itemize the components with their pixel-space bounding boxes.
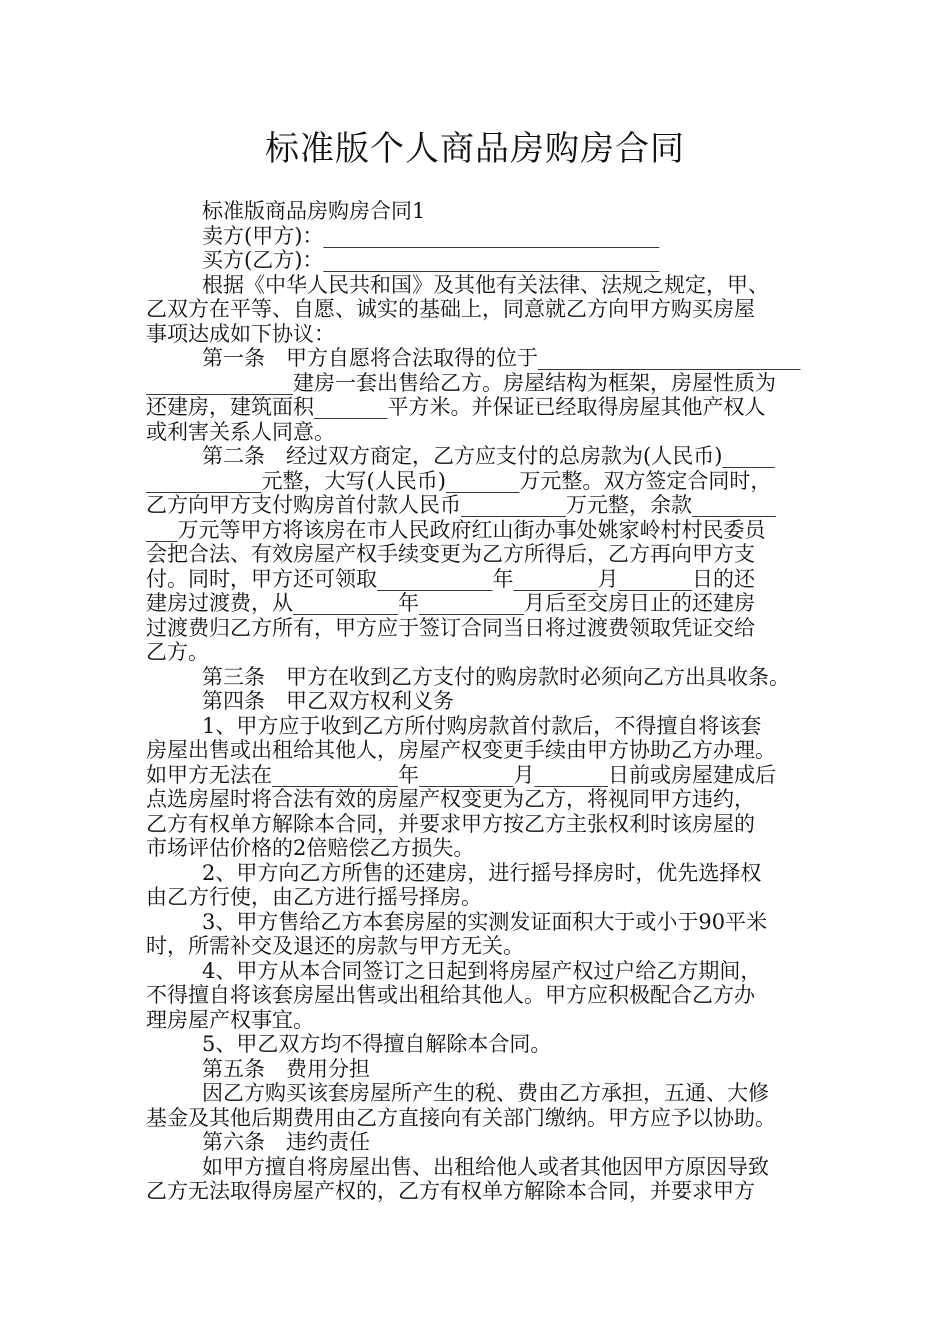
document-body — [146, 199, 811, 1204]
document-line: 过渡费归乙方所有，甲方应于签订合同当日将过渡费领取凭证交给 — [146, 615, 755, 640]
document-line: ___________元整，大写(人民币)_______万元整。双方签定合同时， — [146, 468, 772, 493]
document-line: 如甲方无法在____________年_________月_______日前或房屋建成后 — [146, 762, 776, 787]
document-line: ___万元等甲方将该房在市人民政府红山街办事处姚家岭村村民委员 — [146, 517, 766, 542]
document-line: 不得擅自将该套房屋出售或出租给其他人。甲方应积极配合乙方办 — [146, 983, 755, 1007]
document-line: 第三条 甲方在收到乙方支付的购房款时必须向乙方出具收条。 — [202, 664, 790, 689]
document-line: 第二条 经过双方商定，乙方应支付的总房款为(人民币)_____ — [202, 444, 775, 468]
document-line: 5、甲乙双方均不得擅自解除本合同。 — [202, 1032, 552, 1056]
document-line: 还建房，建筑面积_______平方米。并保证已经取得房屋其他产权人 — [146, 395, 766, 419]
document-line: 如甲方擅自将房屋出售、出租给他人或者其他因甲方原因导致 — [202, 1154, 769, 1179]
document-line: 由乙方行使，由乙方进行摇号择房。 — [146, 885, 482, 909]
document-line: 第四条 甲乙双方权利义务 — [202, 689, 454, 713]
document-line: 乙方无法取得房屋产权的，乙方有权单方解除本合同，并要求甲方 — [146, 1179, 755, 1203]
document-line: 理房屋产权事宜。 — [146, 1007, 314, 1032]
document-line: ______________建房一套出售给乙方。房屋结构为框架，房屋性质为 — [146, 370, 776, 395]
document-line: 1、甲方应于收到乙方所付购房款首付款后，不得擅自将该套 — [202, 713, 762, 738]
document-line: 会把合法、有效房屋产权手续变更为乙方所得后，乙方再向甲方支 — [146, 542, 755, 566]
document-line: 基金及其他后期费用由乙方直接向有关部门缴纳。甲方应予以协助。 — [146, 1105, 776, 1130]
document-line: 根据《中华人民共和国》及其他有关法律、法规之规定，甲、 — [202, 272, 769, 297]
document-line: 第五条 费用分担 — [202, 1056, 370, 1081]
document-line: 4、甲方从本合同签订之日起到将房屋产权过户给乙方期间， — [202, 958, 762, 983]
document-title: 标准版个人商品房购房合同 — [265, 129, 685, 169]
document-line: 标准版商品房购房合同1 — [202, 199, 426, 223]
document-line: 因乙方购买该套房屋所产生的税、费由乙方承担，五通、大修 — [202, 1081, 769, 1105]
document-line: 乙方有权单方解除本合同，并要求甲方按乙方主张权利时该房屋的 — [146, 811, 755, 836]
document-line: 事项达成如下协议： — [146, 321, 335, 346]
document-line: 2、甲方向乙方所售的还建房，进行摇号择房时，优先选择权 — [202, 860, 762, 885]
document-line: 市场评估价格的2倍赔偿乙方损失。 — [146, 836, 475, 860]
document-line: 买方(乙方)：________________________________ — [202, 248, 660, 272]
document-line: 或利害关系人同意。 — [146, 419, 335, 444]
document-line: 乙方向甲方支付购房首付款人民币__________万元整，余款________ — [146, 493, 776, 517]
document-line: 第六条 违约责任 — [202, 1130, 370, 1154]
document-line: 建房过渡费，从__________年__________月后至交房日止的还建房 — [146, 591, 755, 615]
document-line: 3、甲方售给乙方本套房屋的实测发证面积大于或小于90平米 — [202, 909, 768, 934]
document-line: 第一条 甲方自愿将合法取得的位于_________________________ — [202, 346, 801, 370]
document-line: 时，所需补交及退还的房款与甲方无关。 — [146, 934, 524, 958]
document-line: 乙方。 — [146, 640, 209, 664]
document-line: 付。同时，甲方还可领取___________年________月_______日的还 — [146, 566, 755, 591]
document-line: 房屋出售或出租给其他人，房屋产权变更手续由甲方协助乙方办理。 — [146, 738, 776, 762]
document-line: 卖方(甲方)：________________________________ — [202, 223, 660, 248]
document-line: 点选房屋时将合法有效的房屋产权变更为乙方，将视同甲方违约， — [146, 787, 755, 811]
document-line: 乙双方在平等、自愿、诚实的基础上，同意就乙方向甲方购买房屋 — [146, 297, 755, 321]
